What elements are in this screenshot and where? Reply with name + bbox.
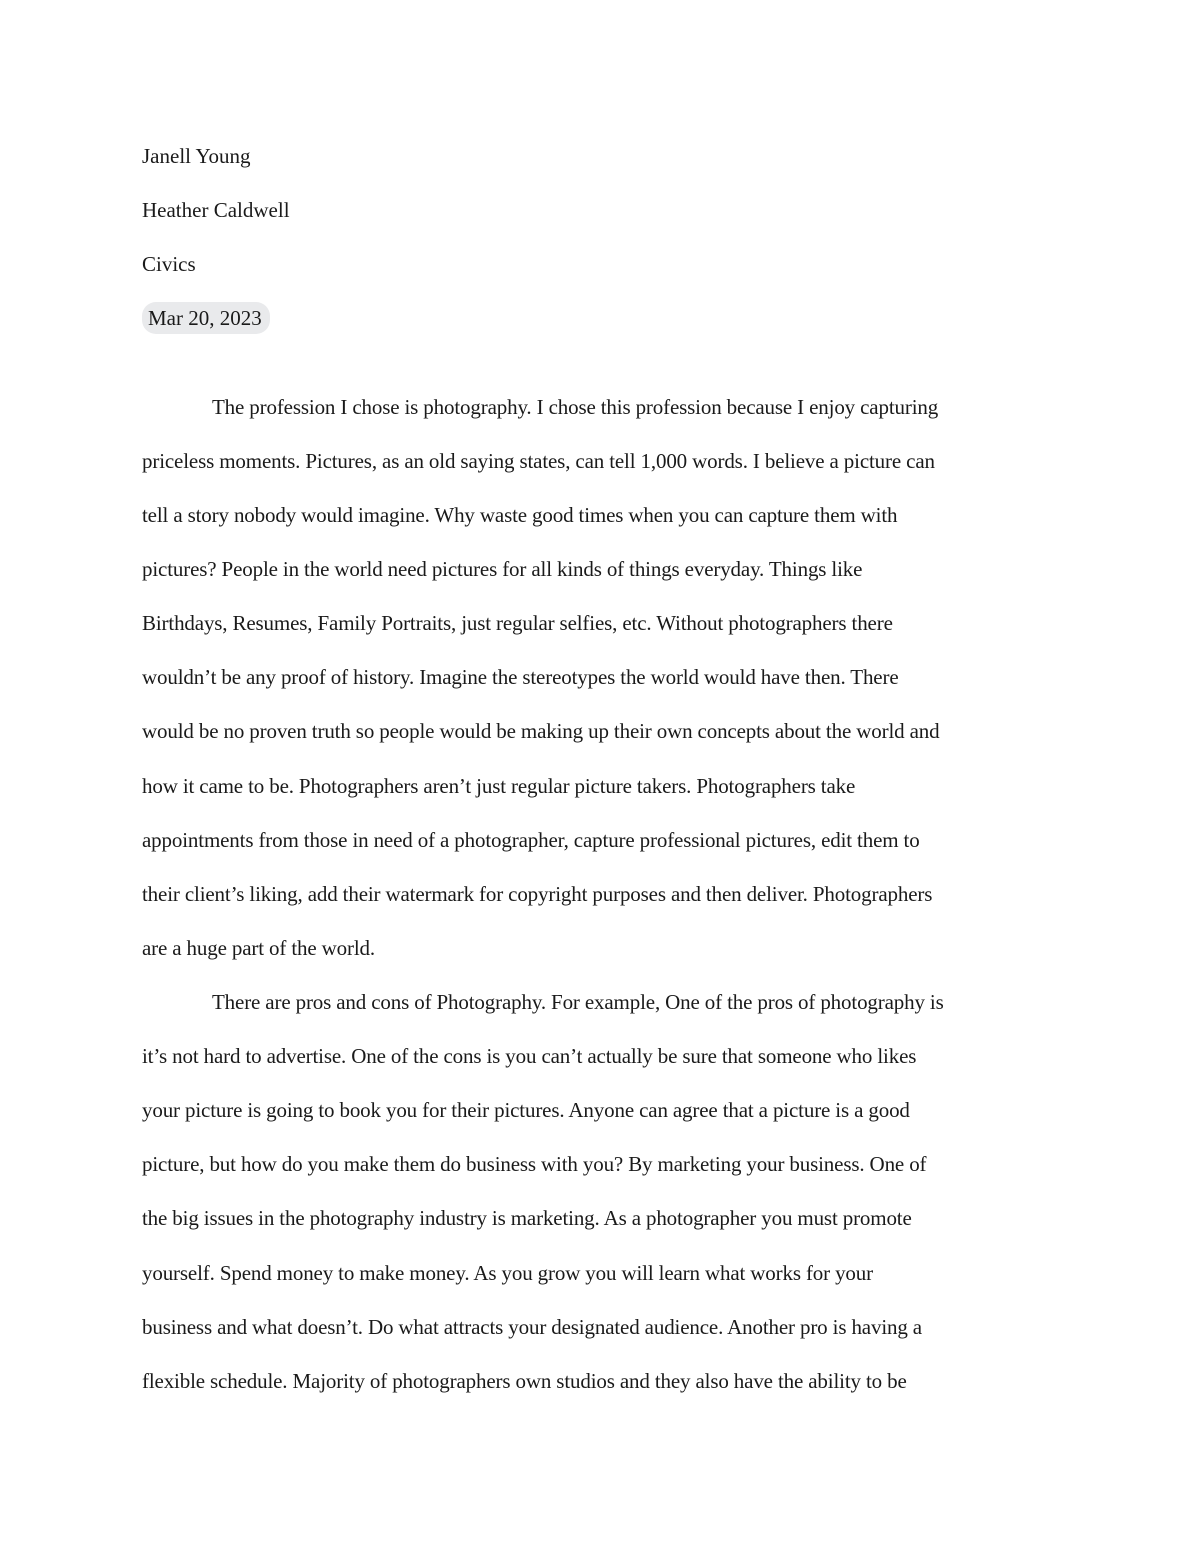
paragraph-2-line: There are pros and cons of Photography. For example, One of the pros of photography is — [212, 990, 944, 1014]
paragraph-2-line: it’s not hard to advertise. One of the cons is you can’t actually be sure that someone who likes — [142, 1044, 917, 1068]
paragraph-1-line: The profession I chose is photography. I chose this profession because I enjoy capturing — [212, 395, 939, 419]
teacher-name: Heather Caldwell — [142, 198, 290, 222]
document-header — [142, 140, 1062, 356]
paragraph-1-line: how it came to be. Photographers aren’t just regular picture takers. Photographers take — [142, 774, 856, 798]
student-name: Janell Young — [142, 144, 251, 168]
paragraph-2-line: flexible schedule. Majority of photographers own studios and they also have the ability to be — [142, 1369, 907, 1393]
paragraph-1-line: pictures? People in the world need pictures for all kinds of things everyday. Things like — [142, 557, 863, 581]
paragraph-1-line: wouldn’t be any proof of history. Imagine the stereotypes the world would have then. There — [142, 665, 899, 689]
paragraph-1-line: their client’s liking, add their watermark for copyright purposes and then deliver. Photographers — [142, 882, 933, 906]
paragraph-2-line: business and what doesn’t. Do what attracts your designated audience. Another pro is having a — [142, 1315, 922, 1339]
paragraph-1-line: Birthdays, Resumes, Family Portraits, just regular selfies, etc. Without photographers there — [142, 611, 893, 635]
paragraph-2-line: your picture is going to book you for their pictures. Anyone can agree that a picture is a good — [142, 1098, 910, 1122]
paragraph-2-line: the big issues in the photography industry is marketing. As a photographer you must promote — [142, 1206, 912, 1230]
date-chip[interactable]: Mar 20, 2023 — [142, 302, 270, 334]
course-name: Civics — [142, 252, 196, 276]
paragraph-1-line: tell a story nobody would imagine. Why waste good times when you can capture them with — [142, 503, 898, 527]
paragraph-1-line: are a huge part of the world. — [142, 936, 375, 960]
paragraph-1-line: appointments from those in need of a photographer, capture professional pictures, edit them to — [142, 828, 920, 852]
paragraph-1-line: would be no proven truth so people would be making up their own concepts about the world and — [142, 719, 940, 743]
paragraph-1-line: priceless moments. Pictures, as an old saying states, can tell 1,000 words. I believe a picture can — [142, 449, 935, 473]
paragraph-2-line: picture, but how do you make them do business with you? By marketing your business. One of — [142, 1152, 927, 1176]
paragraph-2-line: yourself. Spend money to make money. As you grow you will learn what works for your — [142, 1261, 873, 1285]
